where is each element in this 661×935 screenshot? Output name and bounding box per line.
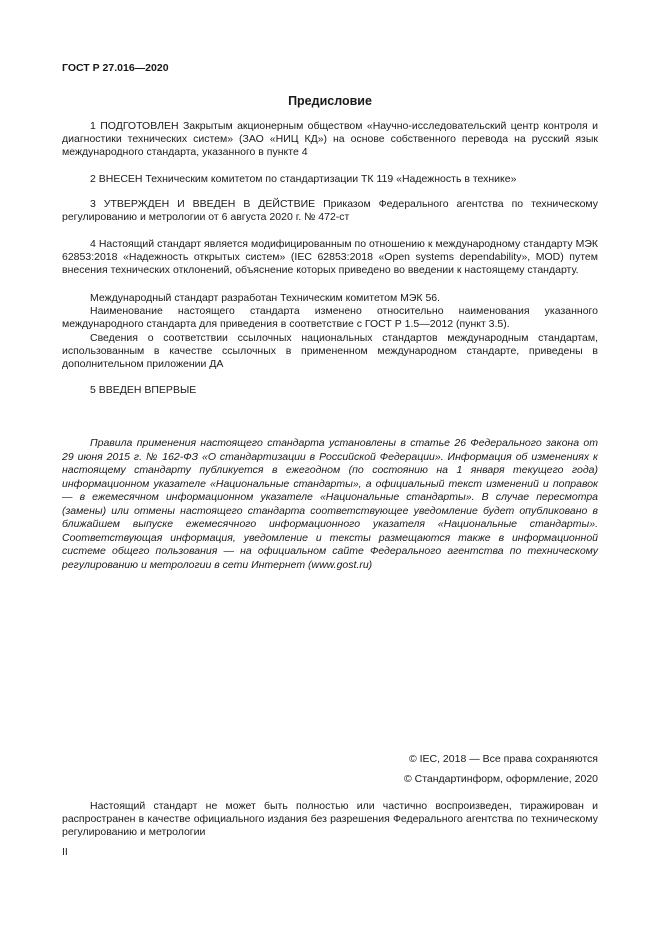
paragraph-4-note-2: Наименование настоящего стандарта изменено относительно наименования указанного международного стандарта для приведения в соответствие с ГОСТ Р 1.5—2012 (пункт 3.5).: [62, 305, 598, 331]
paragraph-4: 4 Настоящий стандарт является модифицированным по отношению к международному стандарту МЭК 62853:2018 «Надежность открытых систем» (IEC 62853:2018 «Open systems dependability», MOD) путем внесения технических отклонений, объяснение которых приведено во введении к настоящему стандарту.: [62, 238, 598, 277]
copyright-iec: © IEC, 2018 — Все права сохраняются: [408, 753, 598, 765]
paragraph-1: 1 ПОДГОТОВЛЕН Закрытым акционерным обществом «Научно-исследовательский центр контроля и диагностики технических систем» (ЗАО «НИЦ КД») на основе собственного перевода на русский язык международного стандарта, указанного в пункте 4: [62, 120, 598, 159]
paragraph-2: 2 ВНЕСЕН Техническим комитетом по стандартизации ТК 119 «Надежность в технике»: [90, 173, 517, 185]
copyright-standartinform: © Стандартинформ, оформление, 2020: [403, 773, 598, 785]
page-number: II: [62, 846, 68, 858]
application-rules-notice: Правила применения настоящего стандарта установлены в статье 26 Федерального закона от 29 июня 2015 г. № 162-ФЗ «О стандартизации в Российской Федерации». Информация об изменениях к настоящему стандарту публикуется в ежегодном (по состоянию на 1 января текущего года) информационном указателе «Национальные стандарты», а официальный текст изменений и поправок — в ежемесячном информационном указателе «Национальные стандарты». В случае пересмотра (замены) или отмены настоящего стандарта соответствующее уведомление будет опубликовано в ближайшем выпуске ежемесячного информационного указателя «Национальные стандарты». Соответствующая информация, уведомление и тексты размещаются также в информационной системе общего пользования — на официальном сайте Федерального агентства по техническому регулированию и метрологии в сети Интернет (www.gost.ru): [62, 437, 598, 571]
paragraph-3: 3 УТВЕРЖДЕН И ВВЕДЕН В ДЕЙСТВИЕ Приказом Федерального агентства по техническому регулированию и метрологии от 6 августа 2020 г. № 472-ст: [62, 198, 598, 224]
page-title: Предисловие: [288, 94, 372, 108]
paragraph-4-note-1: Международный стандарт разработан Техническим комитетом МЭК 56.: [90, 292, 441, 304]
reproduction-notice: Настоящий стандарт не может быть полностью или частично воспроизведен, тиражирован и распространен в качестве официального издания без разрешения Федерального агентства по техническому регулированию и метрологии: [62, 800, 598, 839]
paragraph-5: 5 ВВЕДЕН ВПЕРВЫЕ: [90, 384, 197, 396]
document-header: ГОСТ Р 27.016—2020: [62, 62, 169, 74]
paragraph-4-note-3: Сведения о соответствии ссылочных национальных стандартов международным стандартам, использованным в качестве ссылочных в примененном международном стандарте, приведены в дополнительном приложении ДА: [62, 332, 598, 371]
